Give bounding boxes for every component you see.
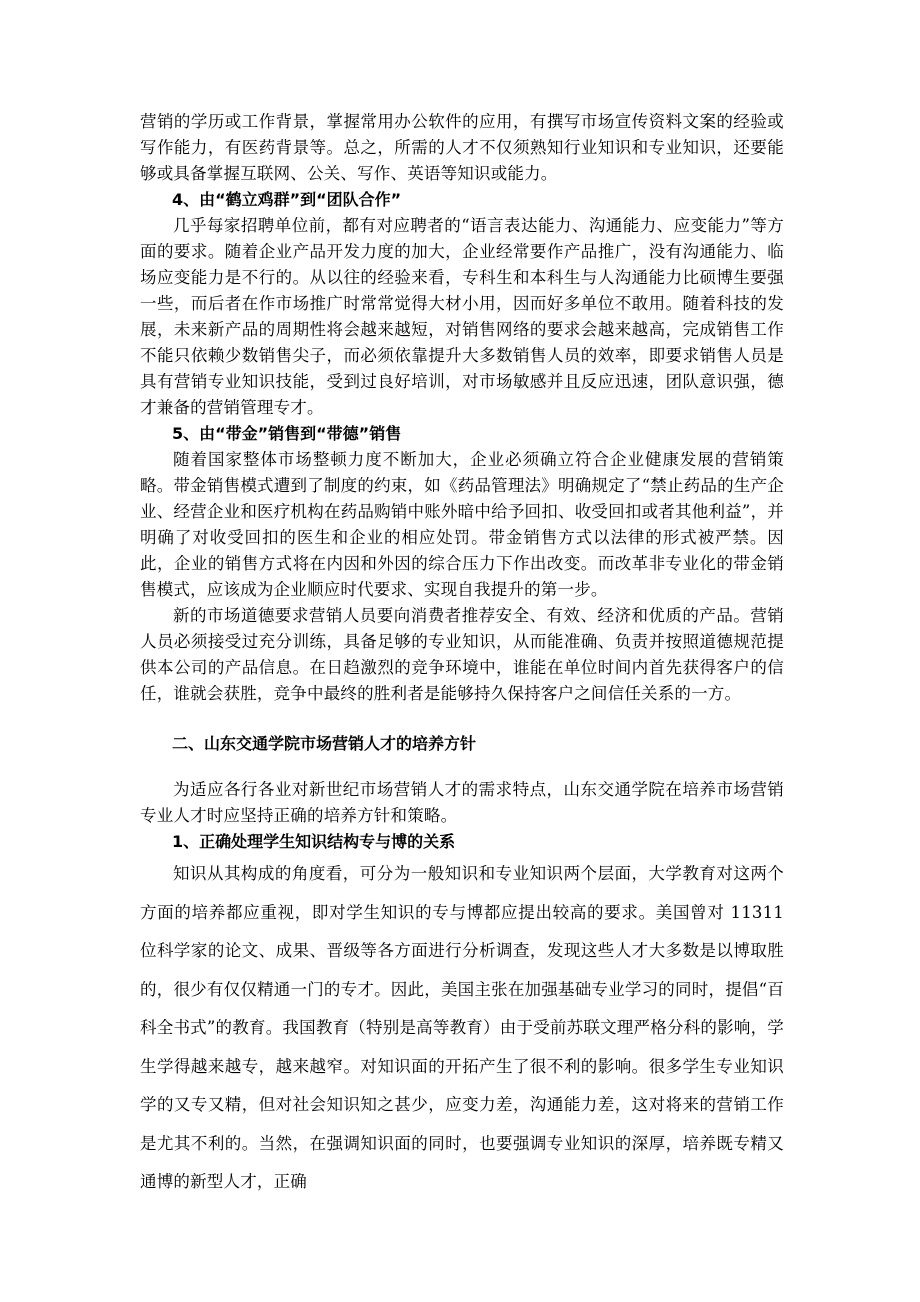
paragraph-1: 知识从其构成的角度看，可分为一般知识和专业知识两个层面，大学教育对这两个方面的培养都应重视，即对学生知识的专与博都应提出较高的要求。美国曾对 11311 位科学家的论文、成果、晋级等各方面进行分析调查，发现这些人才大多数是以博取胜的，很少有仅仅精通一门的专才。因此，美国主张在加强基础专业学习的同时，提倡“百科全书式”的教育。我国教育（特别是高等教育）由于受前苏联文理严格分科的影响，学生学得越来越专，越来越窄。对知识面的开拓产生了很不利的影响。很多学生专业知识学的又专又精，但对社会知识知之甚少，应变力差，沟通能力差，这对将来的营销工作是尤其不利的。当然，在强调知识面的同时，也要强调专业知识的深厚，培养既专精又通博的新型人才，正确 bbox=[140, 864, 784, 1191]
paragraph-4: 几乎每家招聘单位前，都有对应聘者的“语言表达能力、沟通能力、应变能力”等方面的要求。随着企业产品开发力度的加大，企业经常要作产品推广，没有沟通能力、临场应变能力是不行的。从以往的经验来看，专科生和本科生与人沟通能力比硕博生要强一些，而后者在作市场推广时常常觉得大材小用，因而好多单位不敢用。随着科技的发展，未来新产品的周期性将会越来越短，对销售网络的要求会越来越高，完成销售工作不能只依赖少数销售尖子，而必须依靠提升大多数销售人员的效率，即要求销售人员是具有营销专业知识技能，受到过良好培训，对市场敏感并且反应迅速，团队意识强，德才兼备的营销管理专才。 bbox=[140, 216, 784, 417]
paragraph-intro-continued: 营销的学历或工作背景，掌握常用办公软件的应用，有撰写市场宣传资料文案的经验或写作能力，有医药背景等。总之，所需的人才不仅须熟知行业知识和专业知识，还要能够或具备掌握互联网、公关、写作、英语等知识或能力。 bbox=[140, 112, 784, 183]
paragraph-section-2-intro: 为适应各行各业对新世纪市场营销人才的需求特点，山东交通学院在培养市场营销专业人才时应坚持正确的培养方针和策略。 bbox=[140, 780, 784, 825]
spacer bbox=[140, 707, 784, 731]
document-page bbox=[140, 109, 784, 1202]
section-2-title: 二、山东交通学院市场营销人才的培养方针 bbox=[172, 734, 477, 753]
heading-1: 1、正确处理学生知识结构专与博的关系 bbox=[172, 832, 456, 851]
paragraph-5b: 新的市场道德要求营销人员要向消费者推荐安全、有效、经济和优质的产品。营销人员必须接受过充分训练，具备足够的专业知识，从而能准确、负责并按照道德规范提供本公司的产品信息。在日趋激烈的竞争环境中，谁能在单位时间内首先获得客户的信任，谁就会获胜，竞争中最终的胜利者是能够持久保持客户之间信任关系的一方。 bbox=[140, 606, 784, 703]
paragraph-5a: 随着国家整体市场整顿力度不断加大，企业必须确立符合企业健康发展的营销策略。带金销售模式遭到了制度的约束，如《药品管理法》明确规定了“禁止药品的生产企业、经营企业和医疗机构在药品购销中账外暗中给予回扣、收受回扣或者其他利益”，并明确了对收受回扣的医生和企业的相应处罚。带金销售方式以法律的形式被严禁。因此，企业的销售方式将在内因和外因的综合压力下作出改变。而改革非专业化的带金销售模式，应该成为企业顺应时代要求、实现自我提升的第一步。 bbox=[140, 450, 784, 599]
heading-5: 5、由“带金”销售到“带德”销售 bbox=[172, 424, 402, 443]
spacer bbox=[140, 757, 784, 777]
heading-4: 4、由“鹤立鸡群”到“团队合作” bbox=[172, 190, 402, 209]
